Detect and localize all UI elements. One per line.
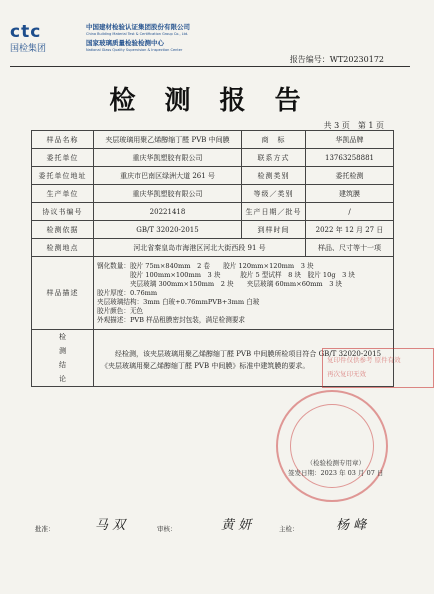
report-table [31,130,401,477]
trademark-label: 商 标 [242,131,306,149]
header-rule [10,66,410,67]
approve-signature: 马 双 [95,518,126,533]
copy-stamp [322,348,434,388]
copy-stamp-line2: 再次复印无效 [327,370,366,378]
table-row [32,203,394,221]
sample-name: 夹层玻璃用聚乙烯醇缩丁醛 PVB 中间膜 [94,131,242,149]
org-name-1-en: China Building Material Test & Certification Group Co., Ltd. [86,32,189,36]
client-address: 重庆市巴南区绿洲大道 261 号 [94,167,242,185]
org-name-1: 中国建材检验认证集团股份有限公司 [86,23,190,31]
logo-text: 国检集团 [10,44,47,54]
conclusion-label: 检 测 结 论 [32,330,94,387]
description-line: 外观描述：PVB 样品租膜密封包装，满足检测要求 [97,315,246,324]
description-line: 夹层玻璃结构：3mm 白玻+0.76mmPVB+3mm 白玻 [97,297,260,306]
test-type-label: 检测类别 [242,167,306,185]
table-row [32,330,394,387]
description-line: 胶片厚度：0.76mm [97,288,158,297]
main-inspector-label: 主检： [279,525,299,533]
description-label: 样品描述 [32,257,94,330]
table-row [32,257,394,330]
description-line: 胶片颜色：无色 [97,306,144,315]
review-label: 审核： [157,525,177,533]
place: 河北省秦皇岛市海港区河北大街西段 91 号 [94,239,306,257]
logo-mark: ctc [10,22,42,42]
ctc-logo [10,22,86,56]
producer: 重庆华凯塑胶有限公司 [94,185,242,203]
receive-date-label: 到样时间 [242,221,306,239]
seal-label: （检验检测专用章） [306,459,365,467]
copy-stamp-line1: 复印件仅供参考 原件有效 [327,356,401,364]
approve-label: 批准： [35,525,55,533]
seal-block [288,458,383,478]
table-row [32,185,394,203]
inspection-seal [276,390,388,502]
basis: GB/T 32020-2015 [94,221,242,239]
place-label: 检测地点 [32,239,94,257]
org-name-2: 国家玻璃质量检验检测中心 [86,39,164,47]
signature-row [31,508,393,548]
table-row [32,239,394,257]
protocol: 20221418 [94,203,242,221]
table-row [32,167,394,185]
main-inspector-signature: 杨 峰 [336,518,367,533]
trademark: 华凯品牌 [306,131,394,149]
conclusion-cell [94,330,401,477]
protocol-label: 协议书编号 [32,203,94,221]
test-items: 样品、尺寸等十一项 [306,239,394,257]
grade-label: 等级／类别 [242,185,306,203]
review-signature: 黄 妍 [221,518,252,533]
description-line: 夹层玻璃 300mm×150mm 2 块 夹层玻璃 60mm×60mm 3 块 [97,279,343,288]
description-line: 钢化数量：胶片 75m×840mm 2 卷 胶片 120mm×120mm 3 块 [97,261,314,270]
client-address-label: 委托单位地址 [32,167,94,185]
sign-date: 签发日期：2023 年 03 月 07 日 [288,469,384,477]
table-row [32,149,394,167]
table-row [32,131,394,149]
producer-label: 生产单位 [32,185,94,203]
sample-name-label: 样品名称 [32,131,94,149]
contact: 13763258881 [306,149,394,167]
production-date: / [306,203,394,221]
description [94,257,394,330]
report-id: 报告编号：WT20230172 [289,55,384,64]
receive-date: 2022 年 12 月 27 日 [306,221,394,239]
table-row [32,221,394,239]
description-line: 胶片 100mm×100mm 3 块 胶片 5 型试样 8 块 胶片 10g 3 块 [97,270,356,279]
organization-block [86,22,246,52]
contact-label: 联系方式 [242,149,306,167]
grade: 建筑膜 [306,185,394,203]
client-label: 委托单位 [32,149,94,167]
document-title: 检 测 报 告 [109,86,311,116]
client: 重庆华凯塑胶有限公司 [94,149,242,167]
production-date-label: 生产日期／批号 [242,203,306,221]
conclusion-text: 经检测，该夹层玻璃用聚乙烯醇缩丁醛 PVB 中间膜所检项目符合 GB/T 32020-2015《夹层玻璃用聚乙烯醇缩丁醛 PVB 中间膜》标准中建筑膜的要求。 [101,350,382,370]
test-type: 委托检测 [306,167,394,185]
org-name-2-en: National Glass Quality Supervision & Inspection Center [86,48,183,52]
basis-label: 检测依据 [32,221,94,239]
page-info: 共 3 页 第 1 页 [323,121,384,130]
